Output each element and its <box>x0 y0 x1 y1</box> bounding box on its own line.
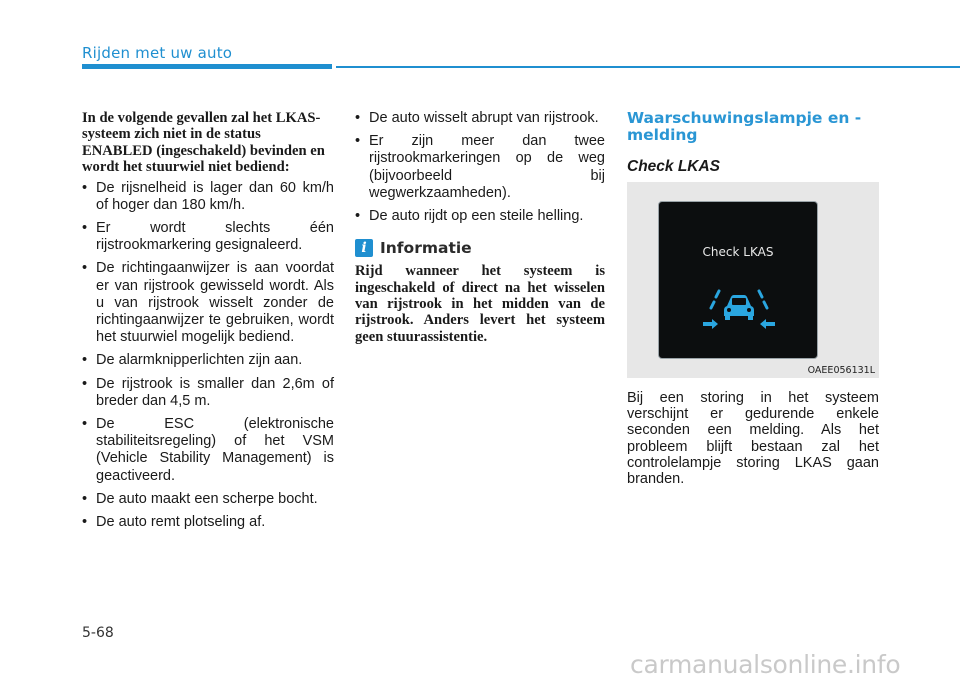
list-item: • Er zijn meer dan twee rijstrookmarkeringen op de weg (bijvoorbeeld bij wegwerkzaamheden). <box>355 133 605 202</box>
info-text: Rijd wanneer het systeem is ingeschakeld of direct na het wisselen van rijstrook in het midden van de rijstrook. Anders levert het systeem geen stuurassistentie. <box>355 263 605 345</box>
list-item: • De auto rijdt op een steile helling. <box>355 208 605 225</box>
section-title: Waarschuwingslampje en - melding <box>627 109 862 144</box>
page-number: 5-68 <box>82 625 114 641</box>
lead-paragraph: In de volgende gevallen zal het LKAS-systeem zich niet in de status ENABLED (ingeschakeld) bevinden en wordt het stuurwiel niet bediend: <box>82 110 325 176</box>
body-paragraph: Bij een storing in het systeem verschijnt er gedurende enkele seconden een melding. Als het probleem blijft bestaan zal het controlelampje storing LKAS gaan branden. <box>627 390 879 488</box>
right-column <box>627 110 879 487</box>
lkas-warning-icon <box>701 286 777 330</box>
figure-code: OAEE056131L <box>807 365 875 376</box>
condition-list-continued <box>355 110 605 225</box>
info-icon: i <box>355 239 373 257</box>
list-item: • De richtingaanwijzer is aan voordat er van rijstrook gewisseld wordt. Als u van rijstrook wisselt zonder de richtingaanwijzer te gebruiken, wordt het stuurwiel mogelijk bediend. <box>82 260 334 346</box>
cluster-display <box>658 201 818 359</box>
section-header-title: Rijden met uw auto <box>82 44 233 62</box>
list-item: • De alarmknipperlichten zijn aan. <box>82 352 334 369</box>
list-item: • De auto remt plotseling af. <box>82 514 334 531</box>
middle-column <box>355 110 605 345</box>
subsection-title: Check LKAS <box>627 158 721 175</box>
info-label: Informatie <box>380 239 472 258</box>
list-item: • De rijstrook is smaller dan 2,6m of breder dan 4,5 m. <box>82 376 334 410</box>
list-item: • De ESC (elektronische stabiliteitsregeling) of het VSM (Vehicle Stability Management) is geactiveerd. <box>82 416 334 485</box>
watermark: carmanualsonline.info <box>630 650 901 679</box>
header-accent-bar <box>82 64 332 69</box>
list-item: • De rijsnelheid is lager dan 60 km/h of hoger dan 180 km/h. <box>82 180 334 214</box>
info-header <box>355 239 605 257</box>
condition-list <box>82 180 334 532</box>
cluster-figure <box>627 182 879 378</box>
list-item: • De auto maakt een scherpe bocht. <box>82 491 334 508</box>
list-item: • De auto wisselt abrupt van rijstrook. <box>355 110 605 127</box>
left-column <box>82 110 334 537</box>
list-item: • Er wordt slechts één rijstrookmarkering gesignaleerd. <box>82 220 334 254</box>
header-rule <box>336 66 960 68</box>
display-message: Check LKAS <box>702 245 774 259</box>
